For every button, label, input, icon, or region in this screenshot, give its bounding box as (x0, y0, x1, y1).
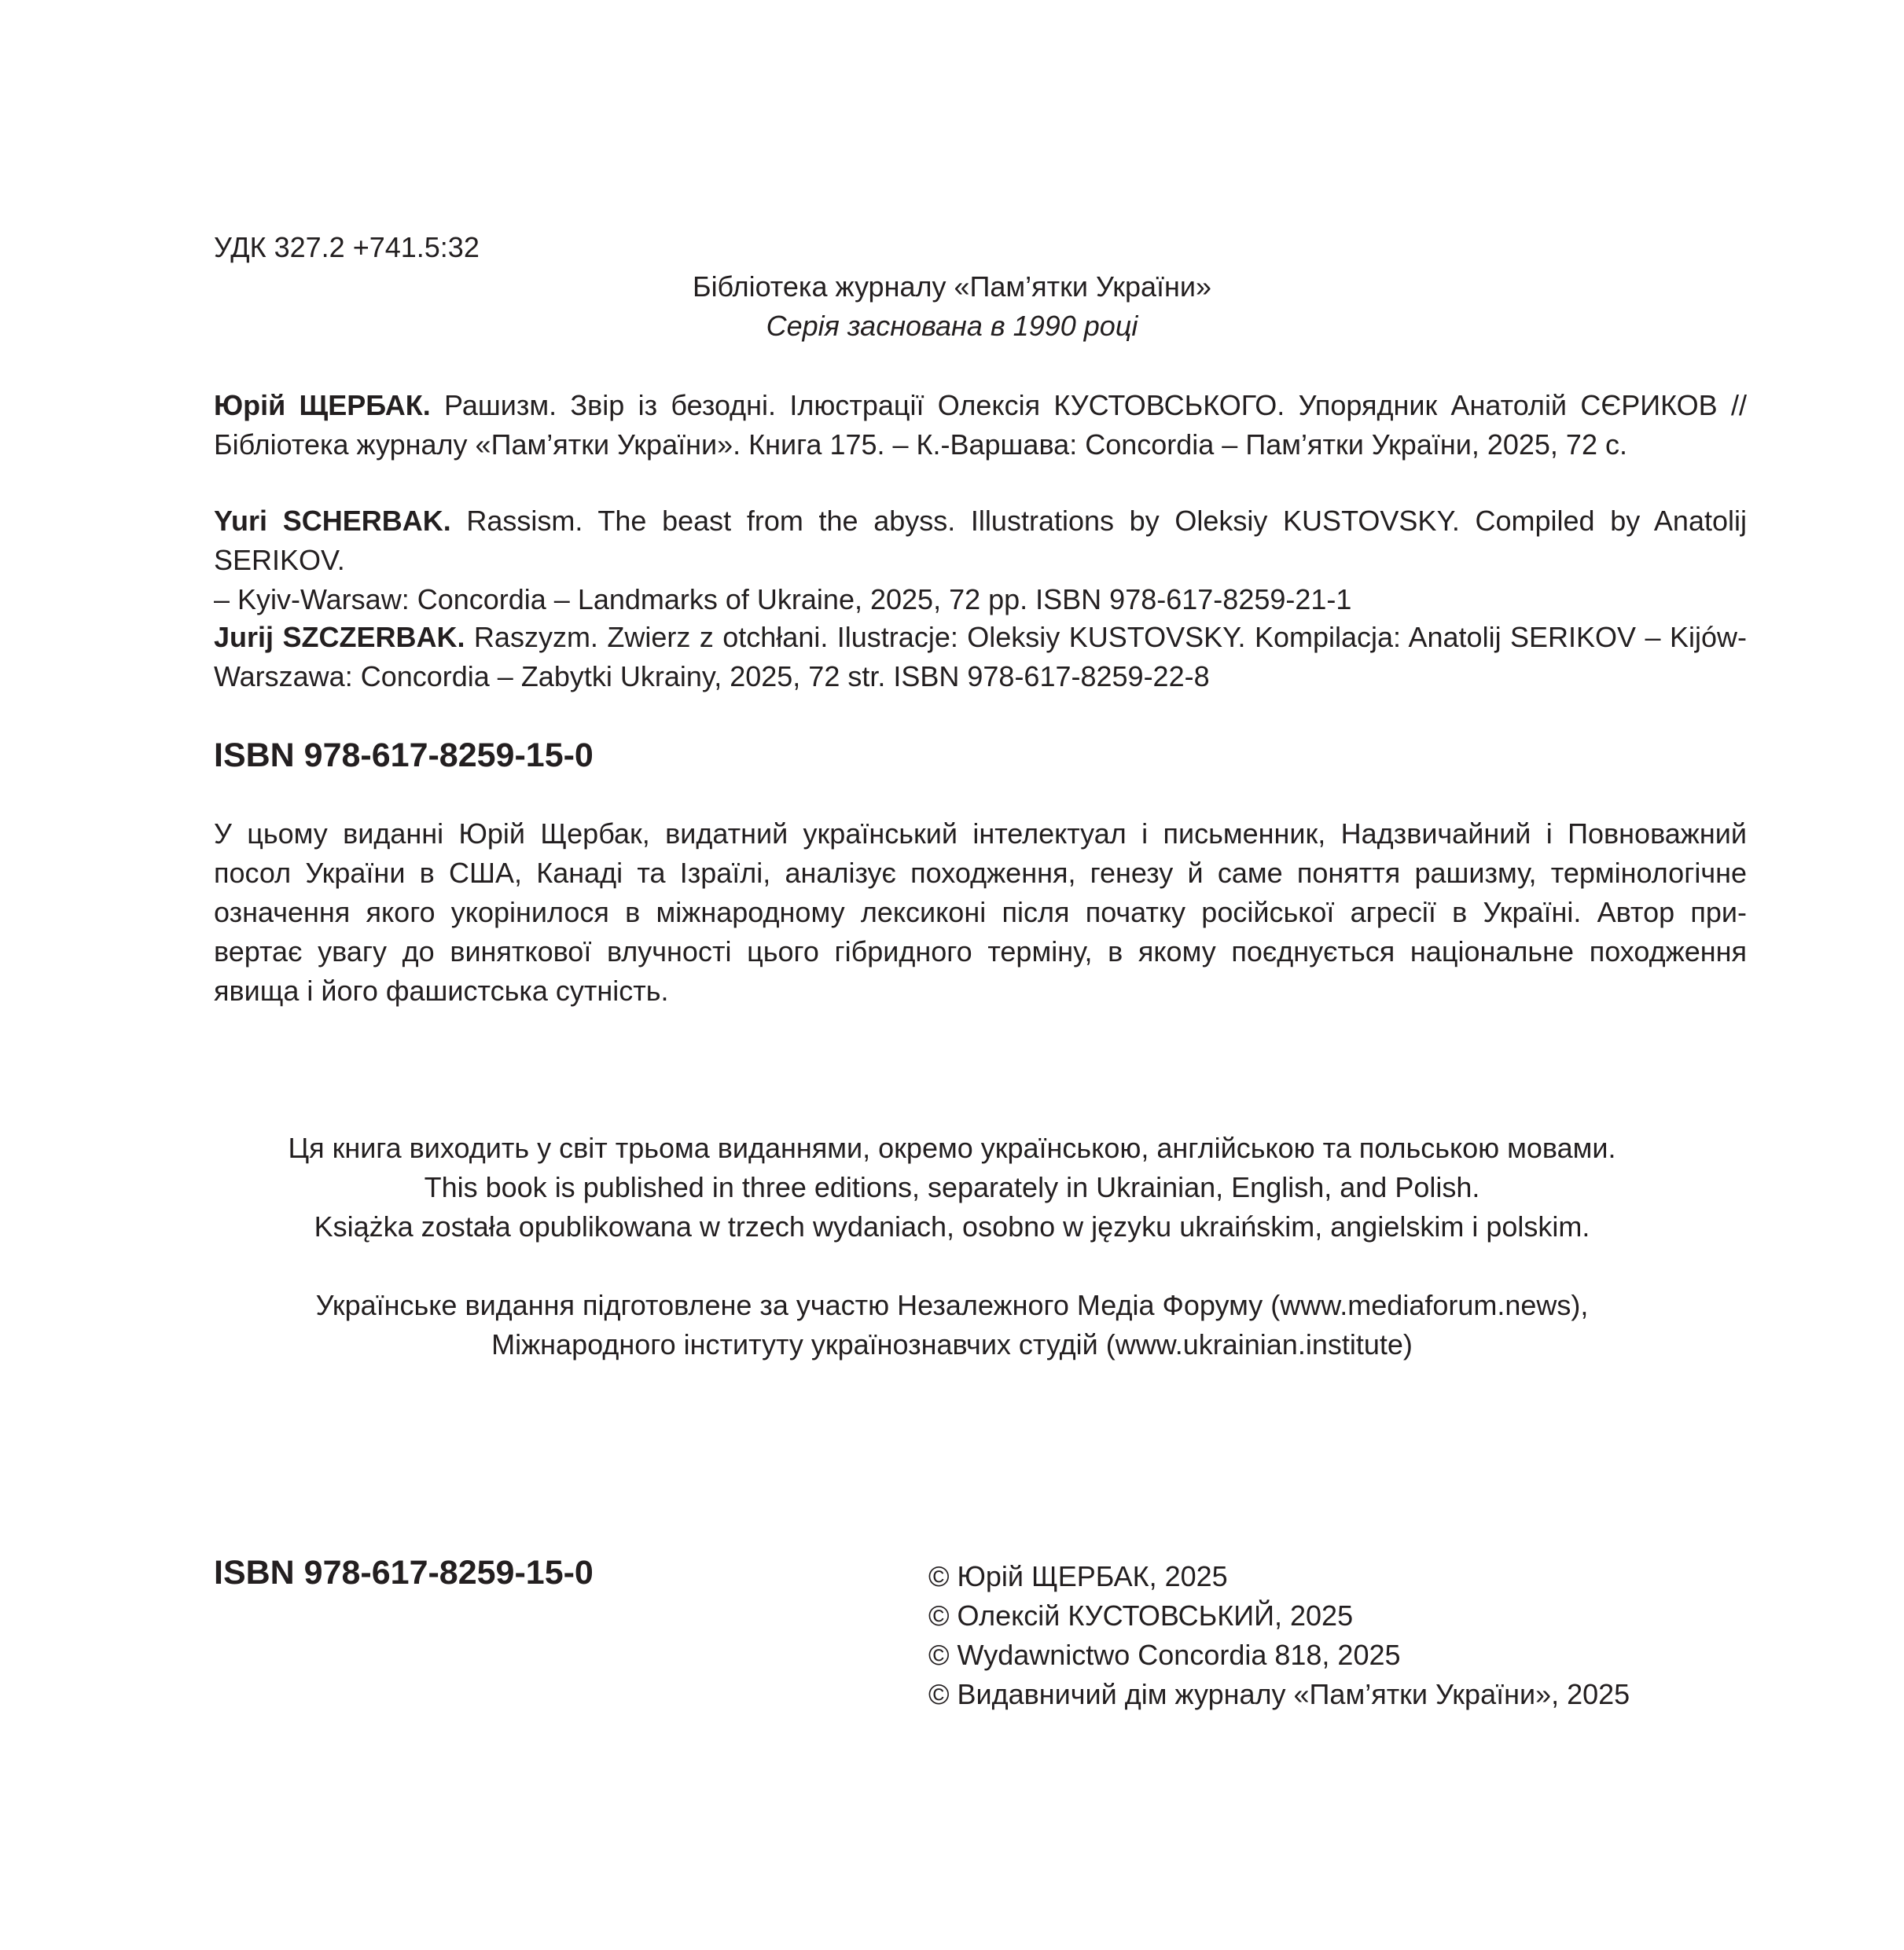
udk-code: УДК 327.2 +741.5:32 (214, 231, 480, 263)
partners-note (0, 1286, 1904, 1364)
annotation-line: вертає увагу до виняткової влучності цього гібридного терміну, в якому поєднується національне походження (214, 935, 1747, 968)
entry-polish-title: Raszyzm. Zwierz z otchłani. Ilustracje: Oleksiy KUSTOVSKY. Kompilacja: Anatolij SERIKOV – Kijów- (473, 621, 1747, 653)
annotation-line: посол України в США, Канаді та Ізраїлі, аналізує походження, генезу й саме поняття рашизму, термінологічне (214, 857, 1747, 889)
entry-english-author: Yuri SCHERBAK. (214, 505, 451, 537)
annotation-line: явища і його фашистська сутність. (214, 975, 669, 1007)
entry-english (214, 501, 1747, 619)
entry-polish-line1 (214, 618, 1747, 657)
series-founded-text: Серія заснована в 1990 році (766, 310, 1138, 342)
isbn-main: ISBN 978-617-8259-15-0 (214, 736, 594, 774)
series-block (0, 267, 1904, 346)
copyright-line: © Видавничий дім журналу «Пам’ятки України», 2025 (928, 1678, 1630, 1710)
copyright-list (928, 1557, 1630, 1714)
entry-ukrainian-line2: Бібліотека журналу «Пам’ятки України». Книга 175. – К.-Варшава: Concordia – Пам’ятки України, 2025, 72 с. (214, 428, 1627, 461)
entry-polish (214, 618, 1747, 696)
entry-polish-line2: Warszawa: Concordia – Zabytki Ukrainy, 2025, 72 str. ISBN 978-617-8259-22-8 (214, 660, 1210, 692)
entry-english-line1 (214, 501, 1747, 580)
entry-polish-author: Jurij SZCZERBAK. (214, 621, 465, 653)
entry-ukrainian-title: Рашизм. Звір із безодні. Ілюстрації Олексія КУСТОВСЬКОГО. Упорядник Анатолій СЄРИКОВ // (444, 389, 1747, 421)
partners-note-line: Українське видання підготовлене за участю Незалежного Медіа Форуму (www.mediaforum.news), (315, 1289, 1589, 1321)
series-library: Бібліотека журналу «Пам’ятки України» (692, 270, 1212, 303)
entry-english-line2: – Kyiv-Warsaw: Concordia – Landmarks of Ukraine, 2025, 72 pp. ISBN 978-617-8259-21-1 (214, 583, 1352, 615)
editions-note-english: This book is published in three editions, separately in Ukrainian, English, and Polish. (424, 1171, 1480, 1203)
entry-ukrainian-line1 (214, 386, 1747, 425)
copyright-line: © Юрій ЩЕРБАК, 2025 (928, 1560, 1228, 1592)
entry-ukrainian (214, 386, 1747, 465)
isbn-bottom: ISBN 978-617-8259-15-0 (214, 1554, 594, 1592)
annotation-line: У цьому виданні Юрій Щербак, видатний український інтелектуал і письменник, Надзвичайний і Повноважний (214, 817, 1747, 850)
editions-note (0, 1129, 1904, 1247)
entry-english-title: Rassism. The beast from the abyss. Illustrations by Oleksiy KUSTOVSKY. Compiled by Anatolij SERIKOV. (214, 505, 1747, 576)
series-founded (0, 307, 1904, 346)
copyright-line: © Wydawnictwo Concordia 818, 2025 (928, 1639, 1401, 1671)
partners-note-line: Міжнародного інституту українознавчих студій (www.ukrainian.institute) (491, 1328, 1413, 1361)
copyright-line: © Олексій КУСТОВСЬКИЙ, 2025 (928, 1599, 1354, 1632)
editions-note-polish: Książka została opublikowana w trzech wydaniach, osobno w języku ukraińskim, angielskim i polskim. (314, 1210, 1590, 1243)
entry-ukrainian-author: Юрій ЩЕРБАК. (214, 389, 431, 421)
editions-note-ukrainian: Ця книга виходить у світ трьома виданнями, окремо українською, англійською та польською мовами. (288, 1132, 1616, 1164)
annotation-line: означення якого укорінилося в міжнародному лексиконі після початку російської агресії в Україні. Автор при- (214, 896, 1747, 928)
annotation (214, 814, 1747, 1011)
